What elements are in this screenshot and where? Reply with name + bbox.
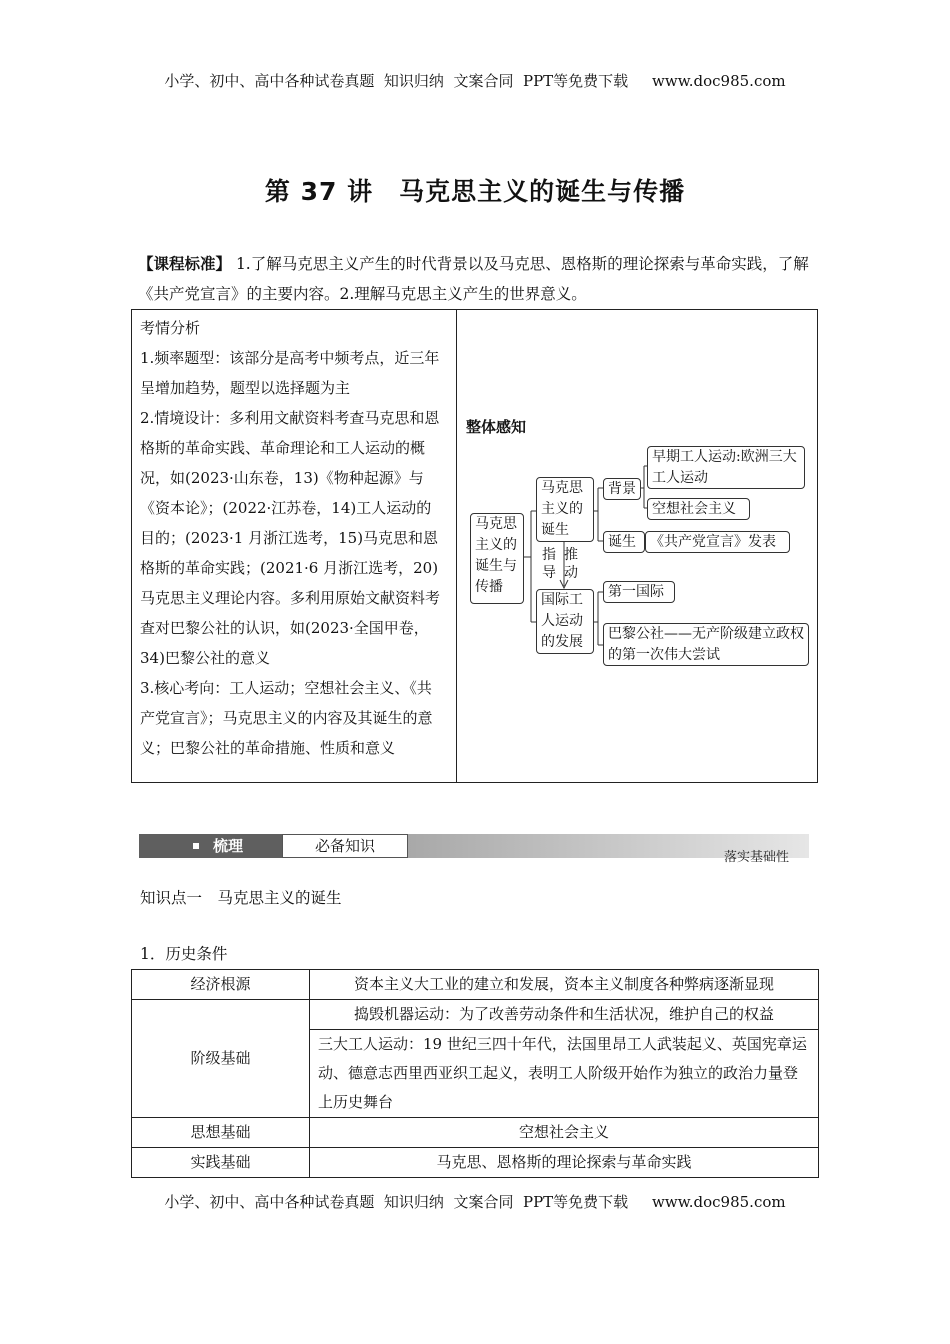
banner-tab-knowledge: 必备知识: [282, 834, 408, 858]
mindmap-paris-commune: 巴黎公社——无产阶级建立政权的第一次伟大尝试: [603, 623, 809, 666]
table-row: [132, 1000, 819, 1030]
page-header: 小学、初中、高中各种试卷真题 知识归纳 文案合同 PPT等免费下载 www.doc985.com: [164, 72, 786, 90]
table-value: 三大工人运动：19 世纪三四十年代，法国里昂工人武装起义、英国宪章运动、德意志西里西亚织工起义，表明工人阶级开始作为独立的政治力量登上历史舞台: [310, 1030, 819, 1118]
exam-analysis-p3: 3.核心考向：工人运动；空想社会主义、《共产党宣言》；马克思主义的内容及其诞生的意义；巴黎公社的革命措施、性质和意义: [140, 679, 433, 757]
mindmap-guide-label: 指导: [542, 547, 556, 581]
course-standard-text: 1.了解马克思主义产生的时代背景以及马克思、恩格斯的理论探索与革命实践，了解《共产党宣言》的主要内容。2.理解马克思主义产生的世界意义。: [138, 255, 809, 303]
table-value: 捣毁机器运动：为了改善劳动条件和生活状况，维护自己的权益: [310, 1000, 819, 1030]
table-key: 经济根源: [132, 970, 310, 1000]
table-value: 资本主义大工业的建立和发展，资本主义制度各种弊病逐渐显现: [310, 970, 819, 1000]
table-row: [132, 1118, 819, 1148]
course-standard-label: 【课程标准】: [138, 255, 232, 273]
mindmap-born: 诞生: [603, 531, 645, 553]
table-key: 思想基础: [132, 1118, 310, 1148]
overview-heading: 整体感知: [466, 418, 527, 436]
page-title: 第 37 讲 马克思主义的诞生与传播: [264, 177, 686, 206]
square-icon: [193, 843, 199, 849]
conditions-table: [131, 969, 819, 1178]
table-row: [132, 970, 819, 1000]
mindmap-push-label: 推动: [564, 547, 578, 581]
knowledge-point-heading: 知识点一 马克思主义的诞生: [140, 889, 342, 907]
mindmap-first-international: 第一国际: [603, 581, 675, 603]
mindmap-bg1: 早期工人运动:欧洲三大工人运动: [647, 446, 805, 489]
table-row: [132, 1148, 819, 1178]
mindmap-birth: 马克思主义的诞生: [536, 477, 594, 542]
mindmap-root: 马克思主义的诞生与传播: [470, 513, 524, 604]
banner-right-label: 落实基础性: [724, 850, 790, 865]
exam-analysis-heading: 考情分析: [140, 319, 201, 337]
section-heading: 1．历史条件: [140, 945, 228, 963]
exam-analysis-p1: 1.频率题型：该部分是高考中频考点，近三年呈增加趋势，题型以选择题为主: [140, 349, 440, 397]
mindmap-intl: 国际工人运动的发展: [536, 589, 594, 654]
page-footer: 小学、初中、高中各种试卷真题 知识归纳 文案合同 PPT等免费下载 www.doc985.com: [164, 1193, 786, 1211]
table-key: 实践基础: [132, 1148, 310, 1178]
banner-tab-sort: 梳理: [139, 834, 282, 858]
mindmap-bg2: 空想社会主义: [647, 498, 750, 520]
table-value: 马克思、恩格斯的理论探索与革命实践: [310, 1148, 819, 1178]
mindmap-background: 背景: [603, 478, 641, 500]
table-value: 空想社会主义: [310, 1118, 819, 1148]
table-key: 阶级基础: [132, 1000, 310, 1118]
mindmap-born1: 《共产党宣言》发表: [645, 531, 790, 553]
exam-analysis-p2: 2.情境设计：多利用文献资料考查马克思和恩格斯的革命实践、革命理论和工人运动的概况，如(2023·山东卷，13)《物种起源》与《资本论》；(2022·江苏卷，14)工人运动的目的；(2023·1 月浙江选考，15)马克思和恩格斯的革命实践；(2021·6 月浙江选考，20)马克思主义理论内容。多利用原始文献资料考查对巴黎公社的认识，如(2023·全国甲卷，34)巴黎公社的意义: [140, 409, 441, 667]
